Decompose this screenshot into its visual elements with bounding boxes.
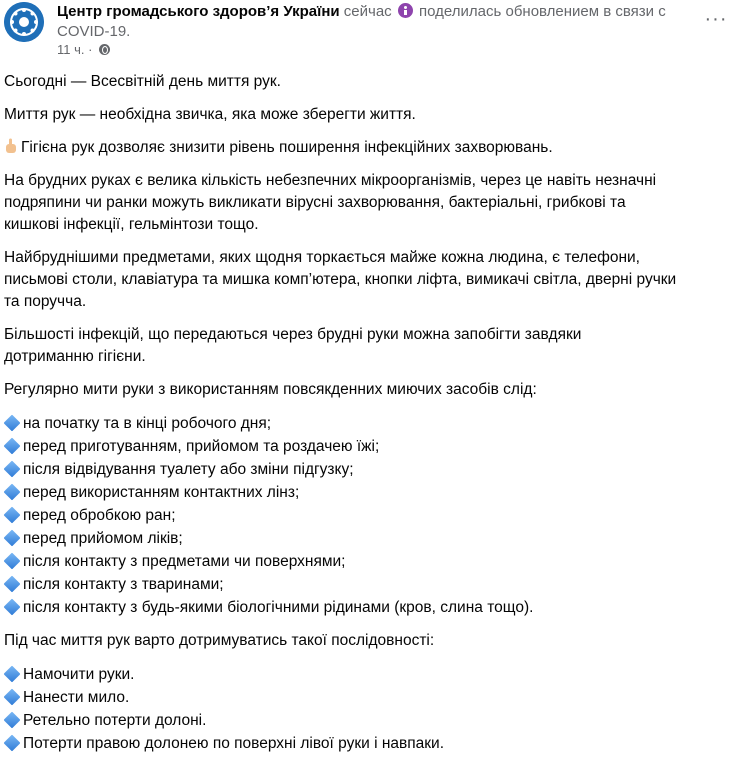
paragraph: [4, 137, 738, 159]
list-item: [4, 435, 738, 458]
list-item-text: Ретельно потерти долоні.: [23, 712, 207, 729]
list-item-text: на початку та в кінці робочого дня;: [23, 415, 272, 432]
list-item-text: Намочити руки.: [23, 666, 135, 683]
blue-diamond-icon: [4, 689, 21, 706]
list-item-text: після відвідування туалету або зміни підгузку;: [23, 461, 354, 478]
list-item: [4, 573, 738, 596]
list-item-text: перед прийомом ліків;: [23, 530, 183, 547]
blue-diamond-icon: [4, 530, 21, 547]
list-item: [4, 686, 738, 709]
post-meta: [57, 2, 677, 42]
text-line: кишкові інфекції, гельмінтози тощо.: [4, 216, 259, 233]
text-line: На брудних руках є велика кількість небезпечних мікроорганізмів, через це навіть незначні: [4, 172, 657, 189]
paragraph: Під час миття рук варто дотримуватись такої послідовності:: [4, 632, 435, 649]
list-item-text: перед використанням контактних лінз;: [23, 484, 300, 501]
list-item: [4, 527, 738, 550]
list-item-text: після контакту з предметами чи поверхнями;: [23, 553, 346, 570]
list-item-text: перед приготуванням, прийомом та роздачею їжі;: [23, 438, 380, 455]
post-action-text: поделилась обновлением в связи с COVID-19.: [57, 3, 666, 40]
hygiene-text: Гігієна рук дозволяє знизити рівень поширення інфекційних захворювань.: [21, 139, 553, 156]
post-time-word: сейчас: [343, 3, 392, 20]
page-avatar[interactable]: [4, 2, 44, 42]
globe-icon[interactable]: [99, 44, 110, 55]
pointing-hand-icon: [4, 138, 18, 154]
list-item: [4, 596, 738, 619]
blue-diamond-icon: [4, 576, 21, 593]
list-item: [4, 481, 738, 504]
logo-icon: [4, 2, 44, 42]
text-line: письмові столи, клавіатура та мишка комп’ютера, кнопки ліфта, вимикачі світла, дверні ручки: [4, 271, 677, 288]
paragraph: Регулярно мити руки з використанням повсякденних миючих засобів слід:: [4, 381, 537, 398]
text-line: Більшості інфекцій, що передаються через брудні руки можна запобігти завдяки: [4, 326, 582, 343]
post-subline: [57, 42, 110, 58]
text-line: Найбруднішими предметами, яких щодня торкається майже кожна людина, є телефони,: [4, 249, 640, 266]
list-item-text: перед обробкою ран;: [23, 507, 176, 524]
page-name-link[interactable]: Центр громадського здоров’я України: [57, 3, 340, 20]
separator: ·: [88, 42, 93, 57]
list-item-text: після контакту з будь-якими біологічними рідинами (кров, слина тощо).: [23, 599, 534, 616]
blue-diamond-icon: [4, 484, 21, 501]
text-line: подряпини чи ранки можуть викликати вірусні захворювання, бактеріальні, грибкові та: [4, 194, 626, 211]
post-body: [4, 71, 738, 766]
list-item-text: після контакту з тваринами;: [23, 576, 224, 593]
washing-steps-list: [4, 663, 738, 755]
list-item: [4, 663, 738, 686]
list-item: [4, 550, 738, 573]
blue-diamond-icon: [4, 599, 21, 616]
paragraph: Миття рук — необхідна звичка, яка може зберегти життя.: [4, 106, 416, 123]
more-options-button[interactable]: ···: [704, 8, 728, 30]
list-item: [4, 412, 738, 435]
paragraph: [4, 247, 738, 313]
list-item: [4, 709, 738, 732]
paragraph: [4, 324, 738, 368]
text-line: дотриманню гігієни.: [4, 348, 146, 365]
blue-diamond-icon: [4, 507, 21, 524]
post-age[interactable]: 11 ч.: [57, 42, 85, 57]
list-item-text: Нанести мило.: [23, 689, 130, 706]
blue-diamond-icon: [4, 735, 21, 752]
list-item: [4, 504, 738, 527]
blue-diamond-icon: [4, 553, 21, 570]
paragraph: [4, 170, 738, 236]
post-header: [0, 0, 742, 64]
blue-diamond-icon: [4, 438, 21, 455]
info-icon[interactable]: [398, 3, 413, 18]
blue-diamond-icon: [4, 666, 21, 683]
list-item: [4, 458, 738, 481]
paragraph: Сьогодні — Всесвітній день миття рук.: [4, 73, 281, 90]
blue-diamond-icon: [4, 415, 21, 432]
blue-diamond-icon: [4, 712, 21, 729]
list-item: [4, 732, 738, 755]
text-line: та поручча.: [4, 293, 87, 310]
blue-diamond-icon: [4, 461, 21, 478]
when-to-wash-list: [4, 412, 738, 619]
list-item-text: Потерти правою долонею по поверхні лівої руки і навпаки.: [23, 735, 444, 752]
